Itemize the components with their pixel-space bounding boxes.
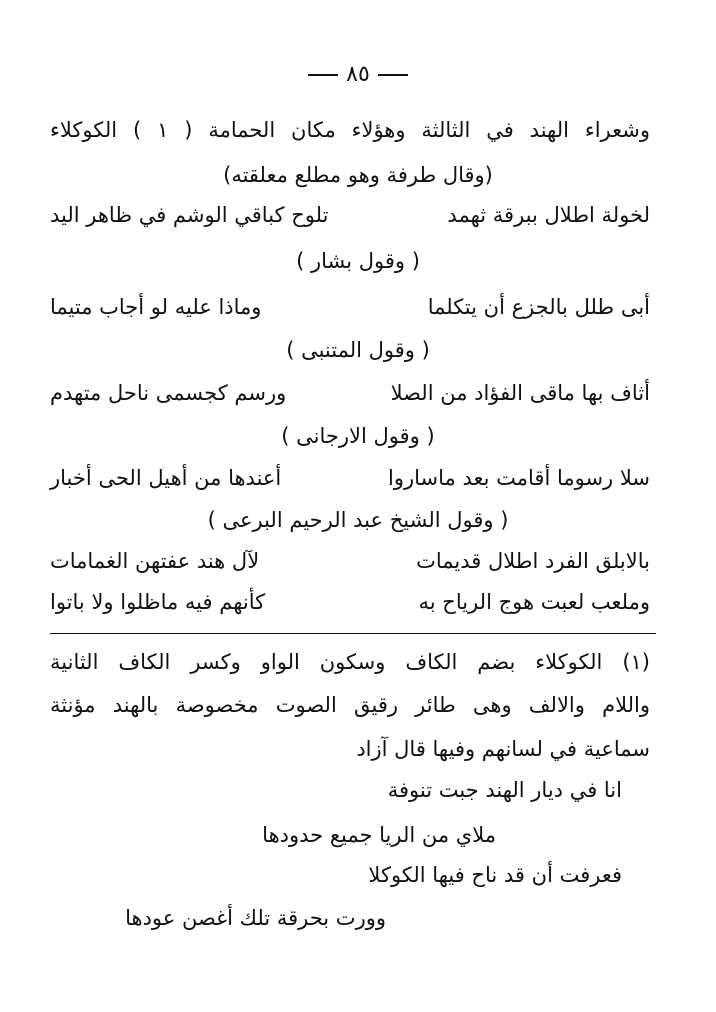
verse-first-hemistich: بالابلق الفرد اطلال قديمات [416, 549, 650, 573]
verse-second-hemistich: كأنهم فيه ماظلوا ولا باتوا [50, 590, 266, 614]
page-number-text: ٨٥ [346, 62, 370, 87]
footnote-poem-line: وورت بحرقة تلك أغصن عودها [125, 906, 386, 930]
verse-second-hemistich: وماذا عليه لو أجاب متيما [50, 295, 262, 319]
footnote-line: (١) الكوكلاء بضم الكاف وسكون الواو وكسر الكاف الثانية [50, 650, 650, 674]
verse-second-hemistich: تلوح كباقي الوشم في ظاهر اليد [50, 203, 329, 227]
quote-heading: ( وقول الشيخ عبد الرحيم البرعى ) [207, 508, 509, 532]
verse-first-hemistich: أثاف بها ماقى الفؤاد من الصلا [390, 381, 650, 405]
footnote-line: واللام والالف وهى طائر رقيق الصوت مخصوصة بالهند مؤنثة [50, 693, 650, 717]
verse-first-hemistich: سلا رسوما أقامت بعد ماساروا [388, 466, 650, 490]
verse-first-hemistich: لخولة اطلال ببرقة ثهمد [447, 203, 650, 227]
verse-first-hemistich: وملعب لعبت هوج الرياح به [418, 590, 650, 614]
quote-heading: ( وقول الارجانى ) [281, 424, 435, 448]
verse-second-hemistich: ورسم كجسمى ناحل متهدم [50, 381, 287, 405]
quote-heading: ( وقول بشار ) [296, 249, 420, 273]
footnote-line: سماعية في لسانهم وفيها قال آزاد [356, 737, 650, 761]
page-number [0, 62, 716, 87]
dash-decoration [308, 74, 338, 76]
verse-first-hemistich: أبى طلل بالجزع أن يتكلما [427, 295, 650, 319]
footnote-poem-line: انا في ديار الهند جبت تنوفة [387, 778, 622, 802]
footnote-poem-line: ملاي من الريا جميع حدودها [262, 823, 496, 847]
footnote-divider [50, 633, 656, 634]
footnote-poem-line: فعرفت أن قد ناح فيها الكوكلا [368, 863, 622, 887]
dash-decoration [378, 74, 408, 76]
quote-heading: ( وقول المتنبى ) [286, 338, 430, 362]
quote-heading: (وقال طرفة وهو مطلع معلقته) [223, 163, 493, 187]
verse-second-hemistich: أعندها من أهيل الحى أخبار [50, 466, 282, 490]
body-line: وشعراء الهند في الثالثة وهؤلاء مكان الحمامة ( ١ ) الكوكلاء [50, 118, 651, 142]
verse-second-hemistich: لآل هند عفتهن الغمامات [50, 549, 260, 573]
